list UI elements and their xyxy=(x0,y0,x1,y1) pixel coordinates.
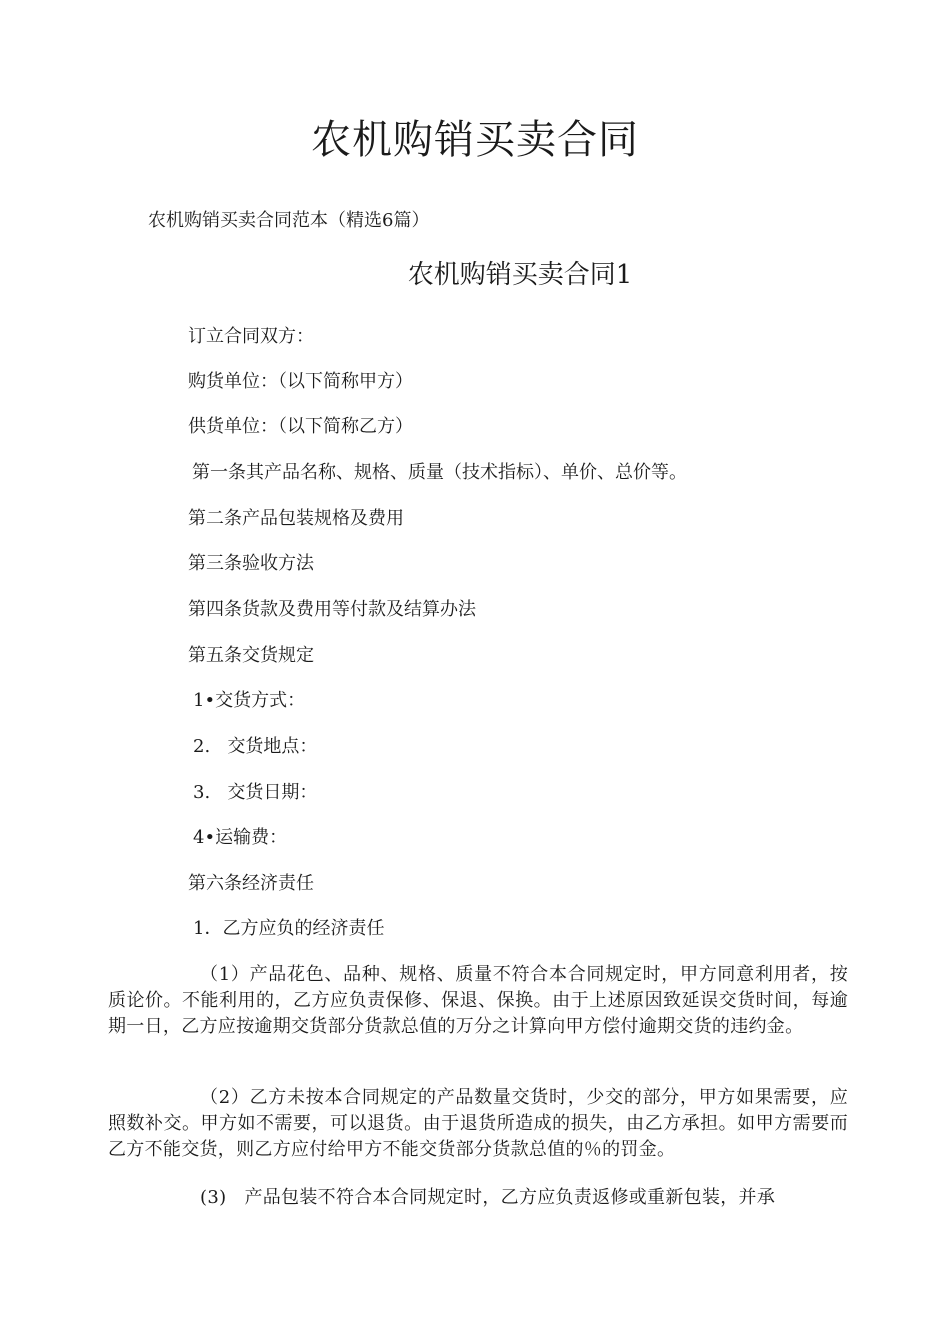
paragraph: （1）产品花色、品种、规格、质量不符合本合同规定时，甲方同意利用者，按质论价。不能利用的，乙方应负责保修、保退、保换。由于上述原因致延误交货时间，每逾期一日，乙方应按逾期交货部分货款总值的万分之计算向甲方偿付逾期交货的违约金。 xyxy=(108,964,848,1037)
paragraph: (3) 产品包装不符合本合同规定时，乙方应负责返修或重新包装，并承 xyxy=(200,1187,776,1208)
clause-line: 第六条经济责任 xyxy=(188,873,314,894)
clause-line: 第四条货款及费用等付款及结算办法 xyxy=(188,599,476,620)
section-title: 农机购销买卖合同1 xyxy=(407,260,633,290)
clause-line: 第五条交货规定 xyxy=(188,645,314,666)
clause-line: 订立合同双方： xyxy=(188,326,314,347)
document-title: 农机购销买卖合同 xyxy=(311,117,639,163)
clause-line: 2. 交货地点： xyxy=(193,736,318,757)
clause-line: 第三条验收方法 xyxy=(188,553,314,574)
clause-line: 4•运输费： xyxy=(193,827,288,848)
clause-line: 供货单位：（以下简称乙方） xyxy=(188,416,413,437)
document-subtitle: 农机购销买卖合同范本（精选6篇） xyxy=(148,210,430,231)
clause-line: 3. 交货日期： xyxy=(193,782,318,803)
clause-line: 1．乙方应负的经济责任 xyxy=(193,918,385,939)
clause-line: 购货单位：（以下简称甲方） xyxy=(188,371,413,392)
clause-line: 1•交货方式： xyxy=(193,690,306,711)
paragraph: （2）乙方未按本合同规定的产品数量交货时，少交的部分，甲方如果需要，应照数补交。甲方如不需要，可以退货。由于退货所造成的损失，由乙方承担。如甲方需要而乙方不能交货，则乙方应付给甲方不能交货部分货款总值的％的罚金。 xyxy=(108,1087,848,1160)
clause-line: 第一条其产品名称、规格、质量（技术指标）、单价、总价等。 xyxy=(192,462,687,483)
clause-line: 第二条产品包装规格及费用 xyxy=(188,508,404,529)
